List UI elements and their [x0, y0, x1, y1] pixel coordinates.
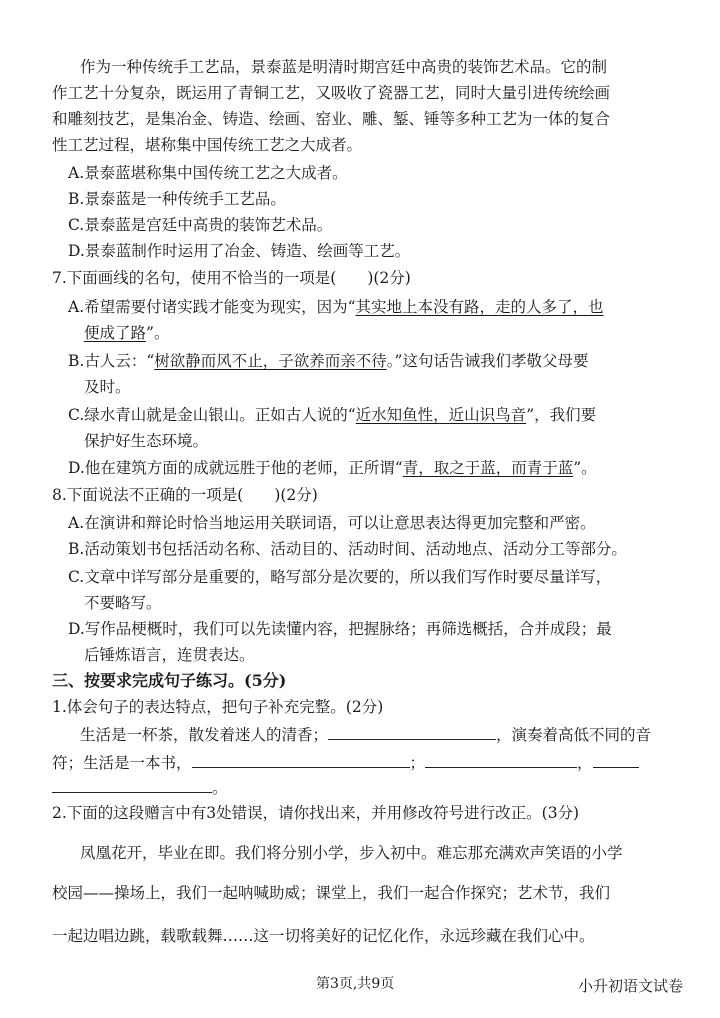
answer-blank-1[interactable] — [328, 725, 496, 740]
section-3-q1-line-2 — [52, 752, 639, 774]
answer-blank-4-cont[interactable] — [52, 778, 212, 793]
section-3-q1-stem: 1.体会句子的表达特点，把句子补充完整。(2分) — [52, 698, 384, 716]
q8-stem: 8.下面说法不正确的一项是( )(2分) — [52, 486, 318, 504]
page-number: 第3页,共9页 — [316, 976, 395, 992]
section-3-q1-line-1 — [80, 724, 651, 746]
q7-option-c-cont: 保护好生态环境。 — [84, 432, 209, 450]
answer-blank-2[interactable] — [192, 753, 410, 768]
answer-blank-4[interactable] — [593, 753, 639, 768]
q1-comma: ， — [577, 754, 593, 772]
q1-period: 。 — [212, 779, 228, 797]
passage-line: 作为一种传统手工艺品，景泰蓝是明清时期宫廷中高贵的装饰艺术品。它的制 — [80, 58, 608, 76]
q1-text-1: 生活是一杯茶，散发着迷人的清香； — [80, 726, 329, 744]
exam-title: 小升初语文试卷 — [578, 977, 684, 995]
passage-line: 作工艺十分复杂，既运用了青铜工艺，又吸收了瓷器工艺，同时大量引进传统绘画 — [52, 84, 611, 102]
q7-option-d-end: ”。 — [573, 459, 597, 477]
passage-option-d: D.景泰蓝制作时运用了冶金、铸造、绘画等工艺。 — [68, 242, 411, 260]
q7-option-b-quote: 树欲静而风不止，子欲养而亲不待 — [154, 352, 387, 370]
section-3-q1-line-3 — [52, 777, 228, 799]
q8-option-c: C.文章中详写部分是重要的，略写部分是次要的，所以我们写作时要尽量详写， — [68, 568, 612, 586]
q2-passage-line: 凤凰花开，毕业在即。我们将分别小学，步入初中。难忘那充满欢声笑语的小学 — [80, 844, 623, 862]
passage-line: 和雕刻技艺，是集冶金、铸造、绘画、窑业、雕、錾、锤等多种工艺为一体的复合 — [52, 110, 611, 128]
q7-stem: 7.下面画线的名句，使用不恰当的一项是( )(2分) — [52, 269, 411, 287]
answer-blank-3[interactable] — [425, 753, 577, 768]
passage-option-a: A.景泰蓝堪称集中国传统工艺之大成者。 — [68, 164, 348, 182]
q7-option-c — [68, 404, 596, 426]
q7-option-d — [68, 457, 597, 479]
q7-option-a-quote-cont: 便成了路 — [84, 324, 147, 342]
q1-semicolon: ； — [409, 754, 426, 772]
q7-option-d-text: D.他在建筑方面的成就远胜于他的老师，正所谓“ — [68, 459, 403, 477]
q7-option-a — [68, 296, 604, 318]
q2-passage-line: 一起边唱边跳，载歌载舞……这一切将美好的记忆化作，永远珍藏在我们心中。 — [52, 927, 595, 945]
q7-option-c-end: ”，我们要 — [526, 406, 597, 424]
q8-option-d-cont: 后锤炼语言，连贯表达。 — [84, 646, 255, 664]
q7-option-b-text: B.古人云：“ — [68, 352, 155, 370]
q7-option-c-text: C.绿水青山就是金山银山。正如古人说的“ — [68, 406, 356, 424]
q8-option-b: B.活动策划书包括活动名称、活动目的、活动时间、活动地点、活动分工等部分。 — [68, 540, 627, 558]
q1-text-3: 符；生活是一本书， — [52, 754, 192, 772]
q1-text-2: ，演奏着高低不同的音 — [496, 726, 652, 744]
passage-option-b: B.景泰蓝是一种传统手工艺品。 — [68, 190, 286, 208]
passage-line: 性工艺过程，堪称集中国传统工艺之大成者。 — [52, 136, 363, 154]
q7-option-a-cont — [84, 322, 169, 344]
q7-option-a-text: A.希望需要付诸实践才能变为现实，因为“ — [68, 298, 356, 316]
q8-option-c-cont: 不要略写。 — [84, 594, 162, 612]
section-3-title: 三、按要求完成句子练习。(5分) — [52, 671, 287, 690]
q7-option-b — [68, 350, 588, 372]
q7-option-a-quote: 其实地上本没有路，走的人多了，也 — [355, 298, 604, 316]
q7-option-a-end: ”。 — [146, 324, 170, 342]
section-3-q2-stem: 2.下面的这段赠言中有3处错误，请你找出来，并用修改符号进行改正。(3分) — [52, 804, 580, 822]
q8-option-d: D.写作品梗概时，我们可以先读懂内容，把握脉络；再筛选概括，合并成段；最 — [68, 620, 612, 638]
q8-option-a: A.在演讲和辩论时恰当地运用关联词语，可以让意思表达得更加完整和严密。 — [68, 514, 596, 532]
q7-option-d-quote: 青，取之于蓝，而青于蓝 — [402, 459, 574, 477]
q7-option-b-cont: 及时。 — [84, 378, 131, 396]
q7-option-c-quote: 近水知鱼性，近山识鸟音 — [355, 406, 527, 424]
q2-passage-line: 校园——操场上，我们一起呐喊助威；课堂上，我们一起合作探究；艺术节，我们 — [52, 884, 611, 902]
passage-option-c: C.景泰蓝是宫廷中高贵的装饰艺术品。 — [68, 216, 333, 234]
q7-option-b-end: 。”这句话告诫我们孝敬父母要 — [386, 352, 589, 370]
